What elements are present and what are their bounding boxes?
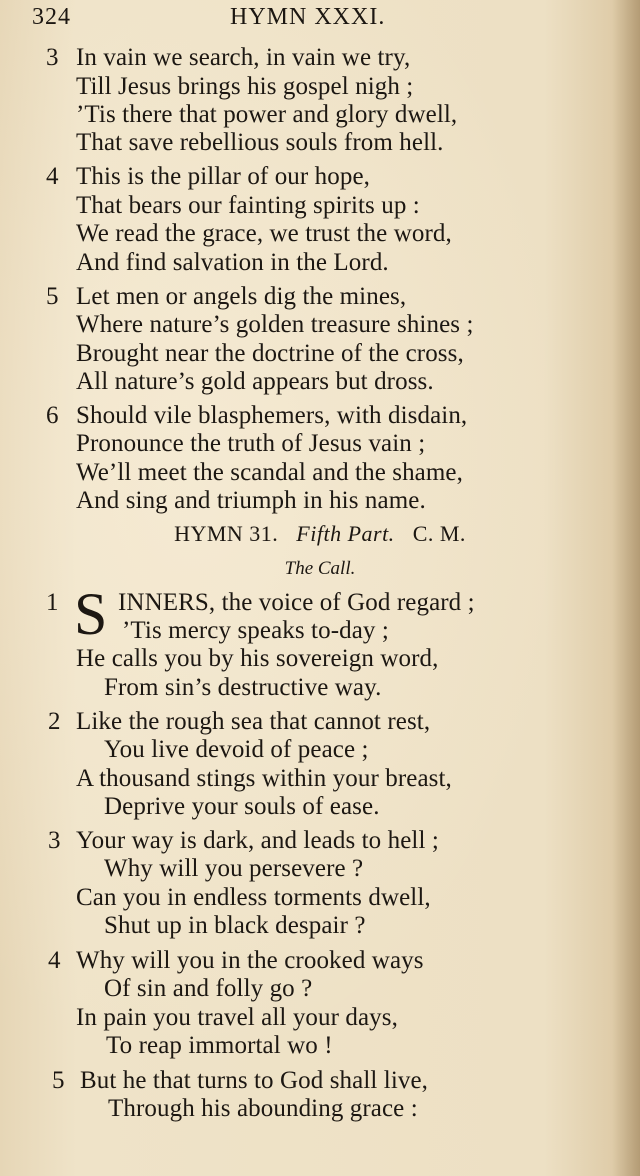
- verse-line: We’ll meet the scandal and the shame,: [76, 459, 463, 486]
- verse-line: Your way is dark, and leads to hell ;: [76, 827, 439, 854]
- verse-line: You live devoid of peace ;: [104, 736, 369, 763]
- hymn-meter: C. M.: [412, 521, 466, 546]
- verse-line: In pain you travel all your days,: [76, 1004, 398, 1031]
- hymn-subtitle: The Call.: [284, 558, 356, 579]
- page-number: 324: [32, 4, 71, 30]
- verse-line: Where nature’s golden treasure shines ;: [76, 311, 474, 338]
- stanza-number: 3: [48, 827, 61, 854]
- verse-line: And find salvation in the Lord.: [76, 249, 389, 276]
- verse-line: Why will you persevere ?: [104, 855, 364, 882]
- verse-line: That save rebellious souls from hell.: [76, 129, 444, 156]
- hymn-number: HYMN 31.: [174, 521, 279, 546]
- verse-line: Can you in endless torments dwell,: [76, 884, 431, 911]
- verse-line: A thousand stings within your breast,: [76, 765, 452, 792]
- page-edge-shadow: [612, 0, 640, 1176]
- verse-line: We read the grace, we trust the word,: [76, 220, 452, 247]
- verse-line: ’Tis there that power and glory dwell,: [76, 101, 458, 128]
- verse-line: And sing and triumph in his name.: [76, 487, 426, 514]
- verse-line: But he that turns to God shall live,: [80, 1067, 429, 1094]
- verse-line: Through his abounding grace :: [108, 1095, 418, 1122]
- verse-line: That bears our fainting spirits up :: [76, 192, 420, 219]
- verse-line: In vain we search, in vain we try,: [76, 44, 411, 71]
- verse-line: Pronounce the truth of Jesus vain ;: [76, 430, 426, 457]
- verse-line: This is the pillar of our hope,: [76, 163, 371, 190]
- stanza-number: 2: [48, 708, 61, 735]
- verse-line: Let men or angels dig the mines,: [76, 283, 407, 310]
- stanza-number: 4: [46, 163, 59, 190]
- stanza-number: 5: [46, 283, 59, 310]
- verse-line: From sin’s destructive way.: [104, 674, 382, 701]
- verse-line: To reap immortal wo !: [106, 1032, 333, 1059]
- stanza-number: 1: [46, 589, 59, 616]
- verse-line: Should vile blasphemers, with disdain,: [76, 402, 468, 429]
- hymn-part: Fifth Part.: [296, 521, 395, 546]
- verse-line: INNERS, the voice of God regard ;: [118, 589, 475, 616]
- drop-cap: S: [74, 581, 108, 647]
- verse-line: Like the rough sea that cannot rest,: [76, 708, 431, 735]
- stanza-number: 6: [46, 402, 59, 429]
- verse-line: Deprive your souls of ease.: [104, 793, 380, 820]
- verse-line: Till Jesus brings his gospel nigh ;: [76, 73, 414, 100]
- stanza-number: 3: [46, 44, 59, 71]
- stanza-number: 4: [48, 947, 61, 974]
- verse-line: Of sin and folly go ?: [104, 975, 313, 1002]
- stanza-number: 5: [52, 1067, 65, 1094]
- verse-line: All nature’s gold appears but dross.: [76, 368, 434, 395]
- hymn-heading: [0, 521, 640, 547]
- verse-line: He calls you by his sovereign word,: [76, 645, 439, 672]
- verse-line: Shut up in black despair ?: [104, 912, 366, 939]
- verse-line: Brought near the doctrine of the cross,: [76, 340, 464, 367]
- running-head: HYMN XXXI.: [230, 4, 386, 30]
- verse-line: ’Tis mercy speaks to-day ;: [122, 617, 389, 644]
- verse-line: Why will you in the crooked ways: [76, 947, 424, 974]
